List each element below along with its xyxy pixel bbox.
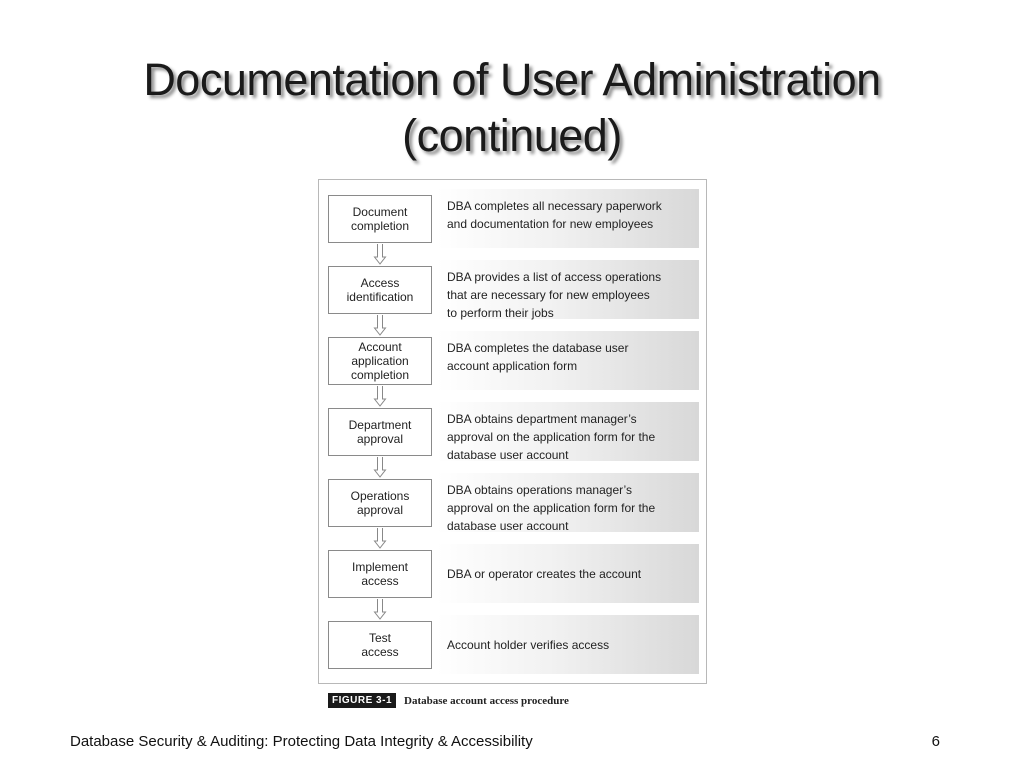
step-description-implement-access: DBA or operator creates the account xyxy=(437,544,699,603)
step-box-operations-approval: Operations approval xyxy=(328,479,432,527)
step-description-access-identification: DBA provides a list of access operations that are necessary for new employees to perform their jobs xyxy=(437,260,699,319)
step-description-account-application-completion: DBA completes the database user account application form xyxy=(437,331,699,390)
down-arrow-icon xyxy=(373,599,387,620)
figure-caption xyxy=(328,693,569,708)
down-arrow-icon xyxy=(373,315,387,336)
step-box-document-completion: Document completion xyxy=(328,195,432,243)
step-description-test-access: Account holder verifies access xyxy=(437,615,699,674)
down-arrow-icon xyxy=(373,528,387,549)
step-box-department-approval: Department approval xyxy=(328,408,432,456)
figure-label: FIGURE 3-1 xyxy=(328,693,396,708)
slide-footer: Database Security & Auditing: Protecting Data Integrity & Accessibility xyxy=(70,733,533,750)
down-arrow-icon xyxy=(373,386,387,407)
down-arrow-icon xyxy=(373,457,387,478)
slide-title xyxy=(0,52,1024,164)
step-box-account-application-completion: Account application completion xyxy=(328,337,432,385)
title-line-1: Documentation of User Administration xyxy=(143,54,881,105)
step-description-operations-approval: DBA obtains operations manager’s approval on the application form for the database user account xyxy=(437,473,699,532)
step-description-document-completion: DBA completes all necessary paperwork and documentation for new employees xyxy=(437,189,699,248)
flowchart-figure xyxy=(318,179,707,684)
step-box-implement-access: Implement access xyxy=(328,550,432,598)
step-description-department-approval: DBA obtains department manager’s approval on the application form for the database user account xyxy=(437,402,699,461)
figure-caption-text: Database account access procedure xyxy=(404,694,569,707)
step-box-access-identification: Access identification xyxy=(328,266,432,314)
step-box-test-access: Test access xyxy=(328,621,432,669)
page-number: 6 xyxy=(931,733,940,750)
title-line-2: (continued) xyxy=(402,110,622,161)
down-arrow-icon xyxy=(373,244,387,265)
